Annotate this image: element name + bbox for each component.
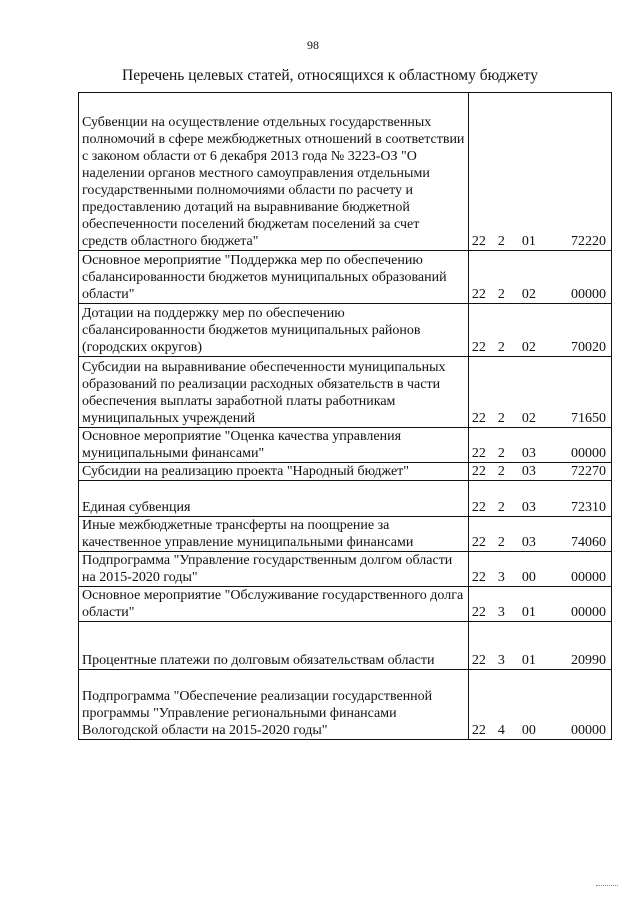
program-code: 22	[471, 570, 486, 585]
article-code-parts	[469, 445, 611, 462]
page-corner-mark	[596, 885, 618, 886]
program-code: 22	[471, 411, 486, 426]
article-code-parts	[469, 534, 611, 551]
program-code: 22	[471, 535, 486, 550]
article-code-parts	[469, 499, 611, 516]
program-code: 22	[471, 234, 486, 249]
article-code-parts	[469, 652, 611, 669]
activity-code: 01	[521, 234, 536, 249]
direction-code: 72270	[571, 464, 606, 479]
activity-code: 01	[521, 653, 536, 668]
article-code-parts	[469, 604, 611, 621]
program-code: 22	[471, 340, 486, 355]
table-row	[79, 251, 612, 304]
article-code	[468, 587, 611, 622]
subprogram-code: 2	[497, 287, 505, 302]
article-code	[468, 517, 611, 552]
article-code-parts	[469, 569, 611, 586]
article-code	[468, 357, 611, 428]
direction-code: 00000	[571, 287, 606, 302]
subprogram-code: 2	[497, 535, 505, 550]
article-name: Основное мероприятие "Обслуживание государственного долга области"	[79, 587, 469, 622]
activity-code: 02	[521, 340, 536, 355]
article-name: Субвенции на осуществление отдельных государственных полномочий в сфере межбюджетных отношений в соответствии с законом области от 6 декабря 2013 года № 3223-ОЗ "О наделении органов местного самоуправления отдельными государственными полномочиями области по расчету и предоставлению дотаций на выравнивание бюджетной обеспеченности поселений бюджетам поселений за счет средств областного бюджета"	[79, 93, 469, 251]
article-code	[468, 463, 611, 481]
article-name: Основное мероприятие "Оценка качества управления муниципальными финансами"	[79, 428, 469, 463]
activity-code: 03	[521, 464, 536, 479]
direction-code: 20990	[571, 653, 606, 668]
table-row	[79, 304, 612, 357]
document-title: Перечень целевых статей, относящихся к областному бюджету	[122, 67, 538, 84]
table-row	[79, 587, 612, 622]
article-code	[468, 304, 611, 357]
target-articles-table	[78, 92, 612, 740]
direction-code: 00000	[571, 570, 606, 585]
activity-code: 03	[521, 500, 536, 515]
subprogram-code: 3	[497, 653, 505, 668]
activity-code: 03	[521, 446, 536, 461]
article-name: Дотации на поддержку мер по обеспечению сбалансированности бюджетов муниципальных районов (городских округов)	[79, 304, 469, 357]
activity-code: 01	[521, 605, 536, 620]
subprogram-code: 2	[497, 411, 505, 426]
article-name: Субсидии на выравнивание обеспеченности муниципальных образований по реализации расходных обязательств в части обеспечения выплаты заработной платы работникам муниципальных учреждений	[79, 357, 469, 428]
direction-code: 74060	[571, 535, 606, 550]
article-code	[468, 428, 611, 463]
program-code: 22	[471, 500, 486, 515]
table-row	[79, 622, 612, 670]
article-code	[468, 251, 611, 304]
direction-code: 71650	[571, 411, 606, 426]
table-row	[79, 357, 612, 428]
table-row	[79, 670, 612, 740]
article-code	[468, 481, 611, 517]
article-code	[468, 93, 611, 251]
subprogram-code: 4	[497, 723, 505, 738]
program-code: 22	[471, 653, 486, 668]
table-row	[79, 517, 612, 552]
subprogram-code: 2	[497, 464, 505, 479]
article-name: Подпрограмма "Обеспечение реализации государственной программы "Управление региональными финансами Вологодской области на 2015-2020 годы"	[79, 670, 469, 740]
article-code-parts	[469, 339, 611, 356]
article-name: Процентные платежи по долговым обязательствам области	[79, 622, 469, 670]
program-code: 22	[471, 723, 486, 738]
subprogram-code: 2	[497, 234, 505, 249]
activity-code: 03	[521, 535, 536, 550]
article-name: Подпрограмма "Управление государственным долгом области на 2015-2020 годы"	[79, 552, 469, 587]
article-code	[468, 622, 611, 670]
direction-code: 70020	[571, 340, 606, 355]
article-code-parts	[469, 410, 611, 427]
article-code-parts	[469, 286, 611, 303]
article-code-parts	[469, 233, 611, 250]
subprogram-code: 2	[497, 340, 505, 355]
table-row	[79, 552, 612, 587]
program-code: 22	[471, 446, 486, 461]
direction-code: 00000	[571, 605, 606, 620]
article-name: Субсидии на реализацию проекта "Народный бюджет"	[79, 463, 469, 481]
table-row	[79, 481, 612, 517]
direction-code: 72310	[571, 500, 606, 515]
activity-code: 02	[521, 287, 536, 302]
table-row	[79, 93, 612, 251]
article-code-parts	[469, 722, 611, 739]
direction-code: 72220	[571, 234, 606, 249]
subprogram-code: 3	[497, 605, 505, 620]
article-code	[468, 552, 611, 587]
article-name: Единая субвенция	[79, 481, 469, 517]
direction-code: 00000	[571, 723, 606, 738]
program-code: 22	[471, 287, 486, 302]
subprogram-code: 3	[497, 570, 505, 585]
article-code	[468, 670, 611, 740]
activity-code: 02	[521, 411, 536, 426]
activity-code: 00	[521, 570, 536, 585]
program-code: 22	[471, 605, 486, 620]
article-name: Иные межбюджетные трансферты на поощрение за качественное управление муниципальными финансами	[79, 517, 469, 552]
program-code: 22	[471, 464, 486, 479]
direction-code: 00000	[571, 446, 606, 461]
table-row	[79, 463, 612, 481]
article-code-parts	[469, 463, 611, 480]
subprogram-code: 2	[497, 446, 505, 461]
table-row	[79, 428, 612, 463]
article-name: Основное мероприятие "Поддержка мер по обеспечению сбалансированности бюджетов муниципальных образований области"	[79, 251, 469, 304]
subprogram-code: 2	[497, 500, 505, 515]
page-number: 98	[307, 38, 319, 52]
activity-code: 00	[521, 723, 536, 738]
